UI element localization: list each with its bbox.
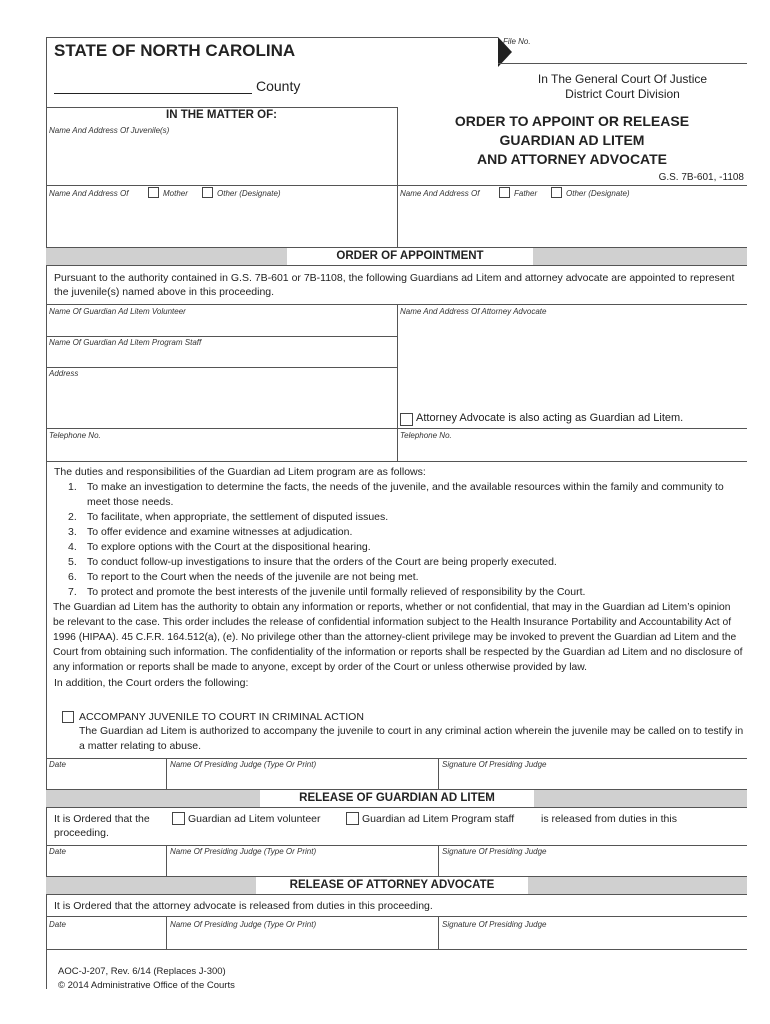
gal-volunteer-rule	[46, 336, 397, 337]
file-no-label: File No.	[503, 37, 531, 46]
court-line2: District Court Division	[565, 87, 680, 101]
sig3-bottom-rule	[46, 949, 747, 950]
sig1-judge-signature-label: Signature Of Presiding Judge	[442, 760, 547, 769]
appointment-center-divider	[397, 304, 398, 461]
county-blank-line[interactable]	[54, 93, 252, 94]
duty-item: 6. To report to the Court when the needs of the juvenile are not being met.	[68, 571, 419, 583]
release-gal-prefix-cont: proceeding.	[54, 827, 109, 839]
authority-paragraph: The Guardian ad Litem has the authority to obtain any information or reports, whether or not confidential, that may in the Guardian ad Litem’s opinion be relevant to the case. This order includes the release of confidential information subject to the Health Insurance Portability and Accountability Act of 1996 (HIPAA). 45 C.F.R. 164.512(a), (e). No privilege other than the attorney-client privilege may be invoked to prevent the Guardian ad Litem and the Court from obtaining such information. The confidentiality of the information or reports shall be respected by the Guardian ad Litem and no disclosure of any information or reports shall be made to anyone, except by order of the Court or unless otherwise provided by law.	[53, 602, 743, 673]
appointment-left-border	[46, 265, 47, 461]
release-gal-left-border	[46, 807, 47, 877]
appointment-band	[46, 247, 747, 266]
sig1-div2	[438, 758, 439, 790]
duty-item: 1. To make an investigation to determine the facts, the needs of the juvenile, and the available resources within the family and community to meet those needs.	[68, 481, 724, 508]
file-no-line[interactable]	[498, 63, 747, 64]
sig3-judge-signature-label: Signature Of Presiding Judge	[442, 920, 547, 929]
sig3-div1	[166, 916, 167, 949]
attorney-label: Name And Address Of Attorney Advocate	[400, 307, 547, 316]
duty-item: 3. To offer evidence and examine witnesses at adjudication.	[68, 526, 353, 538]
duty-item: 5. To conduct follow-up investigations to insure that the orders of the Court are being properly executed.	[68, 556, 557, 568]
accompany-label: ACCOMPANY JUVENILE TO COURT IN CRIMINAL ACTION	[79, 711, 364, 723]
release-gal-heading: RELEASE OF GUARDIAN AD LITEM	[260, 790, 534, 807]
release-gal-prefix: It is Ordered that the	[54, 813, 150, 825]
title-bottom-rule	[397, 185, 747, 186]
release-attorney-text: It is Ordered that the attorney advocate is released from duties in this proceeding.	[54, 900, 433, 912]
attorney-also-gal-checkbox[interactable]	[400, 413, 413, 426]
release-volunteer-checkbox[interactable]	[172, 812, 185, 825]
release-attorney-band	[46, 876, 747, 895]
duties-left-border	[46, 461, 47, 758]
matter-top-rule	[46, 107, 397, 108]
release-volunteer-label: Guardian ad Litem volunteer	[188, 813, 321, 825]
attorney-also-gal-label: Attorney Advocate is also acting as Guardian ad Litem.	[416, 412, 684, 424]
county-label: County	[256, 78, 301, 94]
order-title-line3: AND ATTORNEY ADVOCATE	[476, 151, 668, 167]
sig2-judge-signature-label: Signature Of Presiding Judge	[442, 847, 547, 856]
gal-staff-rule	[46, 367, 397, 368]
court-line1: In The General Court Of Justice	[537, 72, 708, 86]
duties-top-rule	[46, 461, 747, 462]
other-right-checkbox[interactable]	[551, 187, 562, 198]
sig2-date-label: Date	[49, 847, 66, 856]
duty-item: 7. To protect and promote the best interests of the juvenile until formally relieved of responsibility by the Court.	[68, 586, 586, 598]
sig2-judge-name-label: Name Of Presiding Judge (Type Or Print)	[170, 847, 317, 856]
appointment-intro: Pursuant to the authority contained in G.S. 7B-601 or 7B-1108, the following Guardians ad Litem and attorney advocate are appointed to represent the juvenile(s) named above in this proceeding.	[54, 272, 735, 298]
duties-list	[54, 480, 744, 600]
gal-staff-label: Name Of Guardian Ad Litem Program Staff	[49, 338, 202, 347]
release-attorney-left-border	[46, 894, 47, 949]
juvenile-bottom-rule	[46, 185, 397, 186]
order-title-line2: GUARDIAN AD LITEM	[499, 132, 645, 148]
top-rule-left	[46, 37, 498, 38]
mother-checkbox[interactable]	[148, 187, 159, 198]
sig1-left-border	[46, 758, 47, 790]
telephone-top-rule	[46, 428, 747, 429]
release-staff-checkbox[interactable]	[346, 812, 359, 825]
order-title-line1: ORDER TO APPOINT OR RELEASE	[454, 113, 690, 129]
footer-left-border	[46, 949, 47, 989]
sig3-date-label: Date	[49, 920, 66, 929]
other-left-label: Other (Designate)	[217, 189, 281, 198]
gal-volunteer-label: Name Of Guardian Ad Litem Volunteer	[49, 307, 186, 316]
sig3-judge-name-label: Name Of Presiding Judge (Type Or Print)	[170, 920, 317, 929]
release-attorney-heading: RELEASE OF ATTORNEY ADVOCATE	[256, 877, 528, 894]
accompany-checkbox[interactable]	[62, 711, 74, 723]
sig2-top-rule	[46, 845, 747, 846]
in-addition-text: In addition, the Court orders the following:	[54, 677, 249, 689]
state-title: STATE OF NORTH CAROLINA	[54, 41, 296, 60]
other-left-checkbox[interactable]	[202, 187, 213, 198]
parent-left-label: Name And Address Of	[49, 189, 129, 198]
accompany-text: The Guardian ad Litem is authorized to accompany the juvenile to court in any criminal action wherein the juvenile may be called on to testify in a matter relating to abuse.	[79, 725, 744, 752]
duties-intro: The duties and responsibilities of the Guardian ad Litem program are as follows:	[54, 466, 426, 478]
juvenile-label: Name And Address Of Juvenile(s)	[49, 126, 170, 135]
parent-right-label: Name And Address Of	[400, 189, 480, 198]
duty-item: 2. To facilitate, when appropriate, the settlement of disputed issues.	[68, 511, 389, 523]
copyright: © 2014 Administrative Office of the Courts	[58, 980, 235, 991]
telephone-right-label: Telephone No.	[400, 431, 452, 440]
sig1-judge-name-label: Name Of Presiding Judge (Type Or Print)	[170, 760, 317, 769]
matter-left-border	[46, 107, 47, 247]
matter-heading: IN THE MATTER OF:	[166, 109, 277, 121]
other-right-label: Other (Designate)	[566, 189, 630, 198]
address-label: Address	[49, 369, 79, 378]
sig2-div1	[166, 845, 167, 877]
release-gal-band	[46, 789, 747, 808]
sig1-top-rule	[46, 758, 747, 759]
father-checkbox[interactable]	[499, 187, 510, 198]
mother-label: Mother	[163, 189, 188, 198]
release-gal-suffix: is released from duties in this	[541, 813, 677, 825]
sig3-div2	[438, 916, 439, 949]
header-left-border	[46, 37, 47, 107]
form-id: AOC-J-207, Rev. 6/14 (Replaces J-300)	[58, 966, 226, 977]
release-staff-label: Guardian ad Litem Program staff	[362, 813, 515, 825]
appointment-heading: ORDER OF APPOINTMENT	[287, 248, 533, 265]
duties-section	[54, 465, 744, 691]
father-label: Father	[514, 189, 538, 198]
duty-item: 4. To explore options with the Court at the dispositional hearing.	[68, 541, 371, 553]
sig1-div1	[166, 758, 167, 790]
telephone-left-label: Telephone No.	[49, 431, 101, 440]
sig1-date-label: Date	[49, 760, 66, 769]
statute-reference: G.S. 7B-601, -1108	[658, 172, 744, 183]
sig2-div2	[438, 845, 439, 877]
sig3-top-rule	[46, 916, 747, 917]
